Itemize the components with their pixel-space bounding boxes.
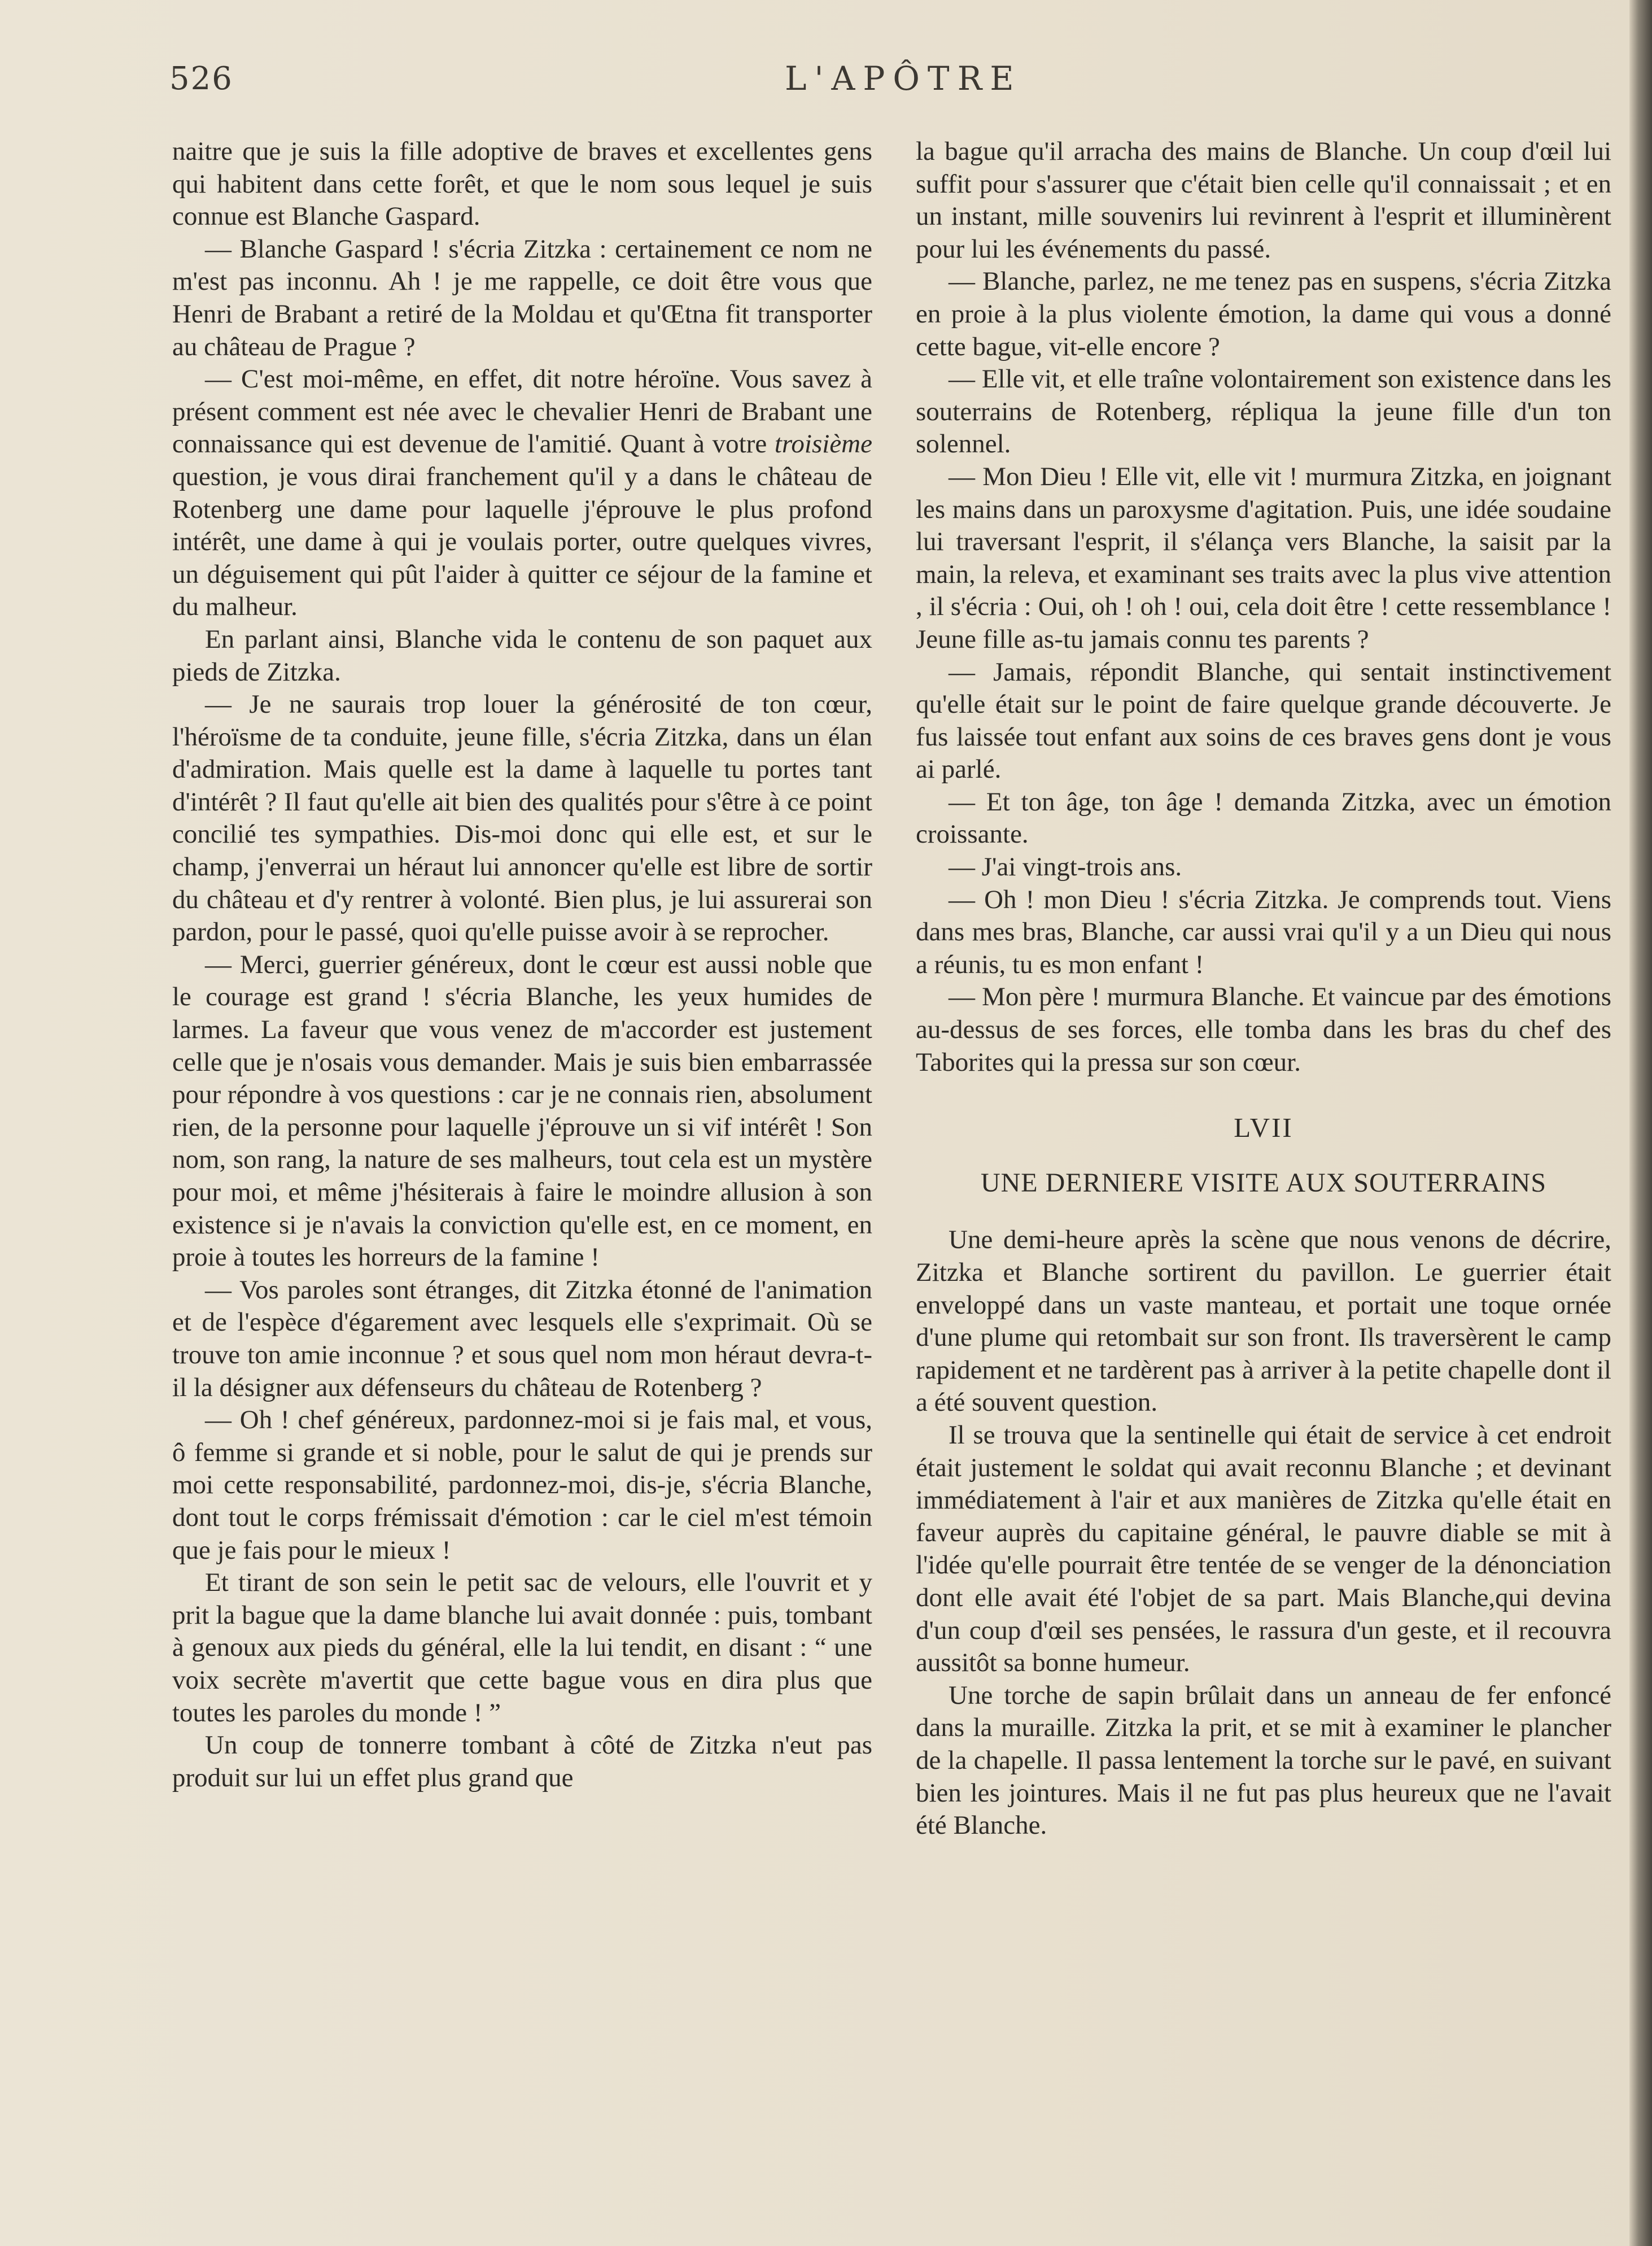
- paragraph: — Vos paroles sont étranges, dit Zitzka étonné de l'animation et de l'espèce d'égarement avec lesquels elle s'exprimait. Où se trouve ton amie inconnue ? et sous quel nom mon héraut devra-t-il la désigner aux défenseurs du château de Rotenberg ?: [172, 1275, 872, 1402]
- paragraph: — Merci, guerrier généreux, dont le cœur est aussi noble que le courage est grand ! s'écria Blanche, les yeux humides de larmes. La faveur que vous venez de m'accorder est justement celle que je n'osais vous demander. Mais je suis bien embarrassée pour répondre à vos questions : car je ne connais rien, absolument rien, de la personne pour laquelle j'éprouve un si vif intérêt ! Son nom, son rang, la nature de ses malheurs, tout cela est un mystère pour moi, et même j'hésiterais à faire le moindre allusion à son existence si je n'avais la conviction qu'elle est, en ce moment, en proie à toutes les horreurs de la famine !: [172, 949, 872, 1272]
- paragraph: Une demi-heure après la scène que nous venons de décrire, Zitzka et Blanche sortirent du pavillon. Le guerrier était enveloppé dans un vaste manteau, et portait une toque ornée d'une plume qui retombait sur son front. Ils traversèrent le camp rapidement et ne tardèrent pas à arriver à la petite chapelle dont il a été souvent question.: [916, 1225, 1611, 1418]
- paragraph: — J'ai vingt-trois ans.: [949, 852, 1182, 882]
- emphasis-text: troisième: [774, 429, 872, 459]
- paragraph-text: — C'est moi-même, en effet, dit notre héroïne. Vous savez à présent comment est née avec le chevalier Henri de Brabant une connaissance qui est devenue de l'amitié. Quant à votre: [172, 364, 872, 459]
- chapter-title: UNE DERNIERE VISITE AUX SOUTERRAINS: [980, 1167, 1547, 1198]
- paragraph: — Jamais, répondit Blanche, qui sentait instinctivement qu'elle était sur le point de faire quelque grande découverte. Je fus laissée tout enfant aux soins de ces braves gens dont je vous ai parlé.: [916, 657, 1611, 784]
- chapter-number: LVII: [1234, 1112, 1293, 1144]
- paragraph: Il se trouva que la sentinelle qui était de service à cet endroit était justement le soldat qui avait reconnu Blanche ; et devinant immédiatement à l'air et aux manières de Zitzka qu'elle était en faveur auprès du capitaine général, le pauvre diable se mit à l'idée qu'elle pourrait être tentée de se venger de la dénonciation dont elle avait été l'objet de sa part. Mais Blanche,qui devina d'un coup d'œil ses pensées, le rassura d'un geste, et il recouvra aussitôt sa bonne humeur.: [916, 1420, 1611, 1678]
- paragraph: Un coup de tonnerre tombant à côté de Zitzka n'eut pas produit sur lui un effet plus grand que: [172, 1730, 872, 1793]
- running-title: L'APÔTRE: [785, 59, 1022, 98]
- page-number: 526: [169, 60, 233, 97]
- paragraph: Une torche de sapin brûlait dans un anneau de fer enfoncé dans la muraille. Zitzka la prit, et se mit à examiner le plancher de la chapelle. Il passa lentement la torche sur le pavé, en suivant bien les jointures. Mais il ne fut pas plus heureux que ne l'avait été Blanche.: [916, 1680, 1611, 1841]
- paragraph: — Je ne saurais trop louer la générosité de ton cœur, l'héroïsme de ta conduite, jeune fille, s'écria Zitzka, dans un élan d'admiration. Mais quelle est la dame à laquelle tu portes tant d'intérêt ? Il faut qu'elle ait bien des qualités pour s'être à ce point concilié tes sympathies. Dis-moi donc qui elle est, et sur le champ, j'enverrai un héraut lui annoncer qu'elle est libre de sortir du château et d'y rentrer à volonté. Bien plus, je lui assurerai son pardon, pour le passé, quoi qu'elle puisse avoir à se reprocher.: [172, 690, 872, 947]
- paragraph: [172, 363, 872, 623]
- paragraph: — Blanche, parlez, ne me tenez pas en suspens, s'écria Zitzka en proie à la plus violente émotion, la dame qui vous a donné cette bague, vit-elle encore ?: [916, 267, 1611, 361]
- paragraph: En parlant ainsi, Blanche vida le contenu de son paquet aux pieds de Zitzka.: [172, 624, 872, 687]
- paragraph: — Et ton âge, ton âge ! demanda Zitzka, avec un émotion croissante.: [916, 787, 1611, 849]
- paragraph: — Mon Dieu ! Elle vit, elle vit ! murmura Zitzka, en joignant les mains dans un paroxysme d'agitation. Puis, une idée soudaine lui traversant l'esprit, il s'élança vers Blanche, la saisit par la main, la releva, et examinant ses traits avec la plus vive attention , il s'écria : Oui, oh ! oh ! oui, cela doit être ! cette ressemblance ! Jeune fille as-tu jamais connu tes parents ?: [916, 461, 1611, 654]
- right-column: [916, 136, 1611, 1842]
- paragraph: — Oh ! chef généreux, pardonnez-moi si je fais mal, et vous, ô femme si grande et si noble, pour le salut de qui je prends sur moi cette responsabilité, pardonnez-moi, dis-je, s'écria Blanche, dont tout le corps frémissait d'émotion : car le ciel m'est témoin que je fais pour le mieux !: [172, 1405, 872, 1565]
- paragraph: — Mon père ! murmura Blanche. Et vaincue par des émotions au-dessus de ses forces, elle tomba dans les bras du chef des Taborites qui la pressa sur son cœur.: [916, 982, 1611, 1077]
- paragraph: — Oh ! mon Dieu ! s'écria Zitzka. Je comprends tout. Viens dans mes bras, Blanche, car aussi vrai qu'il y a un Dieu qui nous a réunis, tu es mon enfant !: [916, 884, 1611, 979]
- page-header: [0, 54, 1652, 104]
- page-binding-edge: [1629, 0, 1652, 2246]
- paragraph: Et tirant de son sein le petit sac de velours, elle l'ouvrit et y prit la bague que la dame blanche lui avait donnée : puis, tombant à genoux aux pieds du général, elle la lui tendit, en disant : “ une voix secrète m'avertit que cette bague vous en dira plus que toutes les paroles du monde ! ”: [172, 1568, 872, 1728]
- paragraph-text: question, je vous dirai franchement qu'il y a dans le château de Rotenberg une dame pour laquelle j'éprouve le plus profond intérêt, une dame à qui je voulais porter, outre quelques vivres, un déguisement qui pût l'aider à quitter ce séjour de la famine et du malheur.: [172, 461, 872, 622]
- paragraph: — Blanche Gaspard ! s'écria Zitzka : certainement ce nom ne m'est pas inconnu. Ah ! je me rappelle, ce doit être vous que Henri de Brabant a retiré de la Moldau et qu'Œtna fit transporter au château de Prague ?: [172, 234, 872, 361]
- paragraph: — Elle vit, et elle traîne volontairement son existence dans les souterrains de Rotenberg, répliqua la jeune fille d'un ton solennel.: [916, 364, 1611, 459]
- paragraph: naitre que je suis la fille adoptive de braves et excellentes gens qui habitent dans cette forêt, et que le nom sous lequel je suis connue est Blanche Gaspard.: [172, 137, 872, 232]
- paragraph: la bague qu'il arracha des mains de Blanche. Un coup d'œil lui suffit pour s'assurer que c'était bien celle qu'il connaissait ; et en un instant, mille souvenirs lui revinrent à l'esprit et illuminèrent pour lui les événements du passé.: [916, 137, 1611, 264]
- left-column: [172, 136, 872, 1794]
